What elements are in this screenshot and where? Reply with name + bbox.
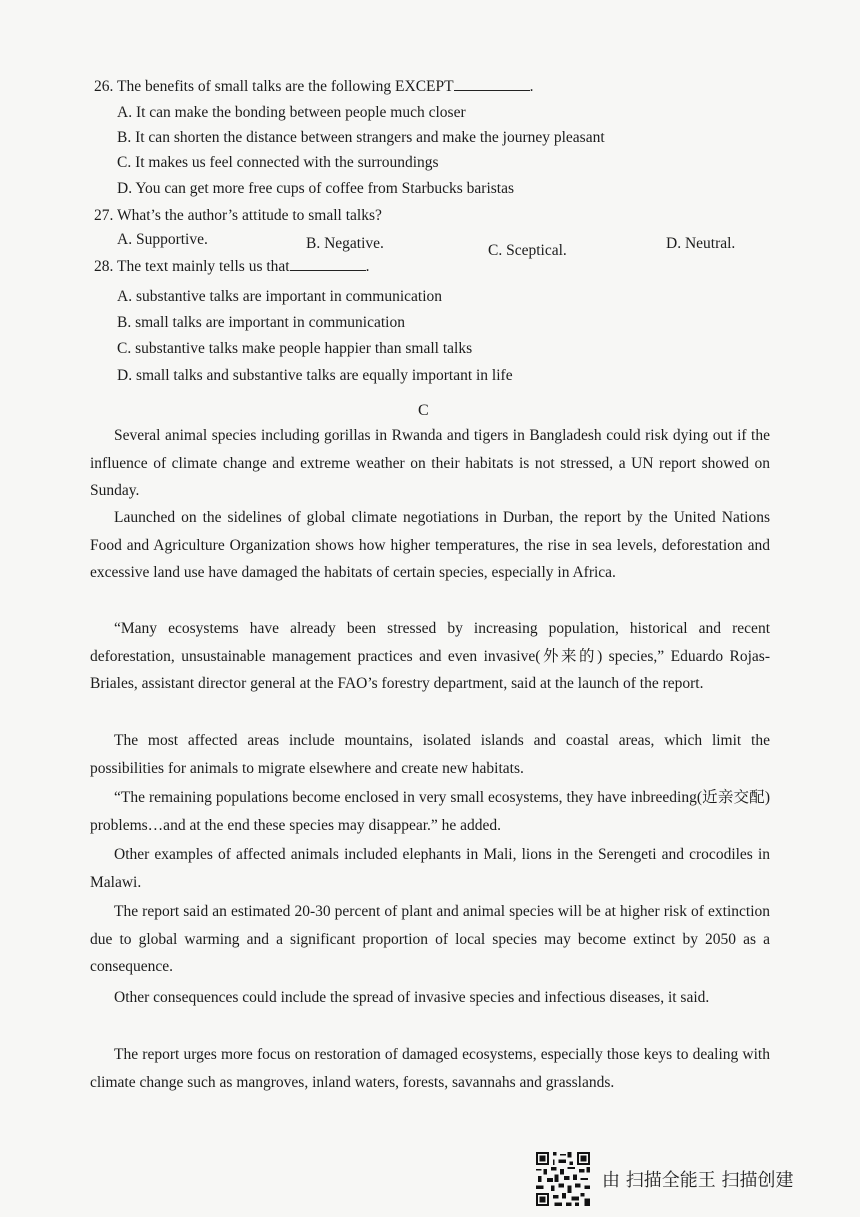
passage-paragraph-6: Other examples of affected animals included elephants in Mali, lions in the Serengeti and crocodiles in Malawi. <box>90 846 770 891</box>
option-27c: C. Sceptical. <box>488 242 567 259</box>
passage-paragraph-7: The report said an estimated 20-30 percent of plant and animal species will be at higher risk of extinction due to global warming and a significant proportion of local species may become extinct by 2050 as a consequence. <box>90 903 770 975</box>
question-stem: The benefits of small talks are the following EXCEPT <box>116 78 454 95</box>
question-number: 27. <box>94 207 114 224</box>
question-28: 28. The text mainly tells us that . <box>94 258 370 275</box>
scanner-credit-text: 由 扫描全能王 扫描创建 <box>602 1170 794 1191</box>
passage-paragraph-9: The report urges more focus on restoration of damaged ecosystems, especially those keys to dealing with climate change such as mangroves, inland waters, forests, savannahs and grasslands. <box>90 1046 770 1091</box>
question-26: 26. The benefits of small talks are the following EXCEPT . <box>94 78 534 95</box>
option-27d: D. Neutral. <box>666 235 736 252</box>
scanner-watermark <box>536 1154 846 1204</box>
section-heading: C <box>418 402 429 419</box>
option-28b: B. small talks are important in communication <box>117 314 405 331</box>
answer-blank <box>290 256 366 271</box>
passage-paragraph-5: “The remaining populations become enclosed in very small ecosystems, they have inbreeding(近亲交配) problems…and at the end these species may disappear.” he added. <box>90 789 770 834</box>
answer-blank <box>454 76 530 91</box>
option-27b: B. Negative. <box>306 235 384 252</box>
question-stem: What’s the author’s attitude to small talks? <box>116 207 382 224</box>
option-28c: C. substantive talks make people happier than small talks <box>117 340 473 357</box>
option-26b: B. It can shorten the distance between strangers and make the journey pleasant <box>117 129 605 146</box>
option-28d: D. small talks and substantive talks are equally important in life <box>117 367 513 384</box>
question-stem: The text mainly tells us that <box>116 258 290 275</box>
qr-code-icon <box>536 1152 590 1206</box>
option-27a: A. Supportive. <box>117 231 208 248</box>
option-26d: D. You can get more free cups of coffee from Starbucks baristas <box>117 180 514 197</box>
question-number: 26. <box>94 78 114 95</box>
question-number: 28. <box>94 258 114 275</box>
option-26c: C. It makes us feel connected with the surroundings <box>117 154 439 171</box>
passage-paragraph-1: Several animal species including gorillas in Rwanda and tigers in Bangladesh could risk dying out if the influence of climate change and extreme weather on their habitats is not stressed, a UN report showed on Sunday. <box>90 427 770 499</box>
passage-paragraph-3: “Many ecosystems have already been stressed by increasing population, historical and recent deforestation, unsustainable management practices and even invasive(外来的) species,” Eduardo Rojas-Briales, assistant director general at the FAO’s forestry department, said at the launch of the report. <box>90 620 770 692</box>
option-26a: A. It can make the bonding between people much closer <box>117 104 466 121</box>
passage-paragraph-4: The most affected areas include mountains, isolated islands and coastal areas, which limit the possibilities for animals to migrate elsewhere and create new habitats. <box>90 732 770 777</box>
question-27 <box>94 206 382 226</box>
passage-paragraph-8: Other consequences could include the spread of invasive species and infectious diseases, it said. <box>114 989 710 1006</box>
passage-paragraph-2: Launched on the sidelines of global climate negotiations in Durban, the report by the United Nations Food and Agriculture Organization shows how higher temperatures, the rise in sea levels, deforestation and excessive land use have damaged the habitats of certain species, especially in Africa. <box>90 509 770 581</box>
option-28a: A. substantive talks are important in communication <box>117 288 443 305</box>
